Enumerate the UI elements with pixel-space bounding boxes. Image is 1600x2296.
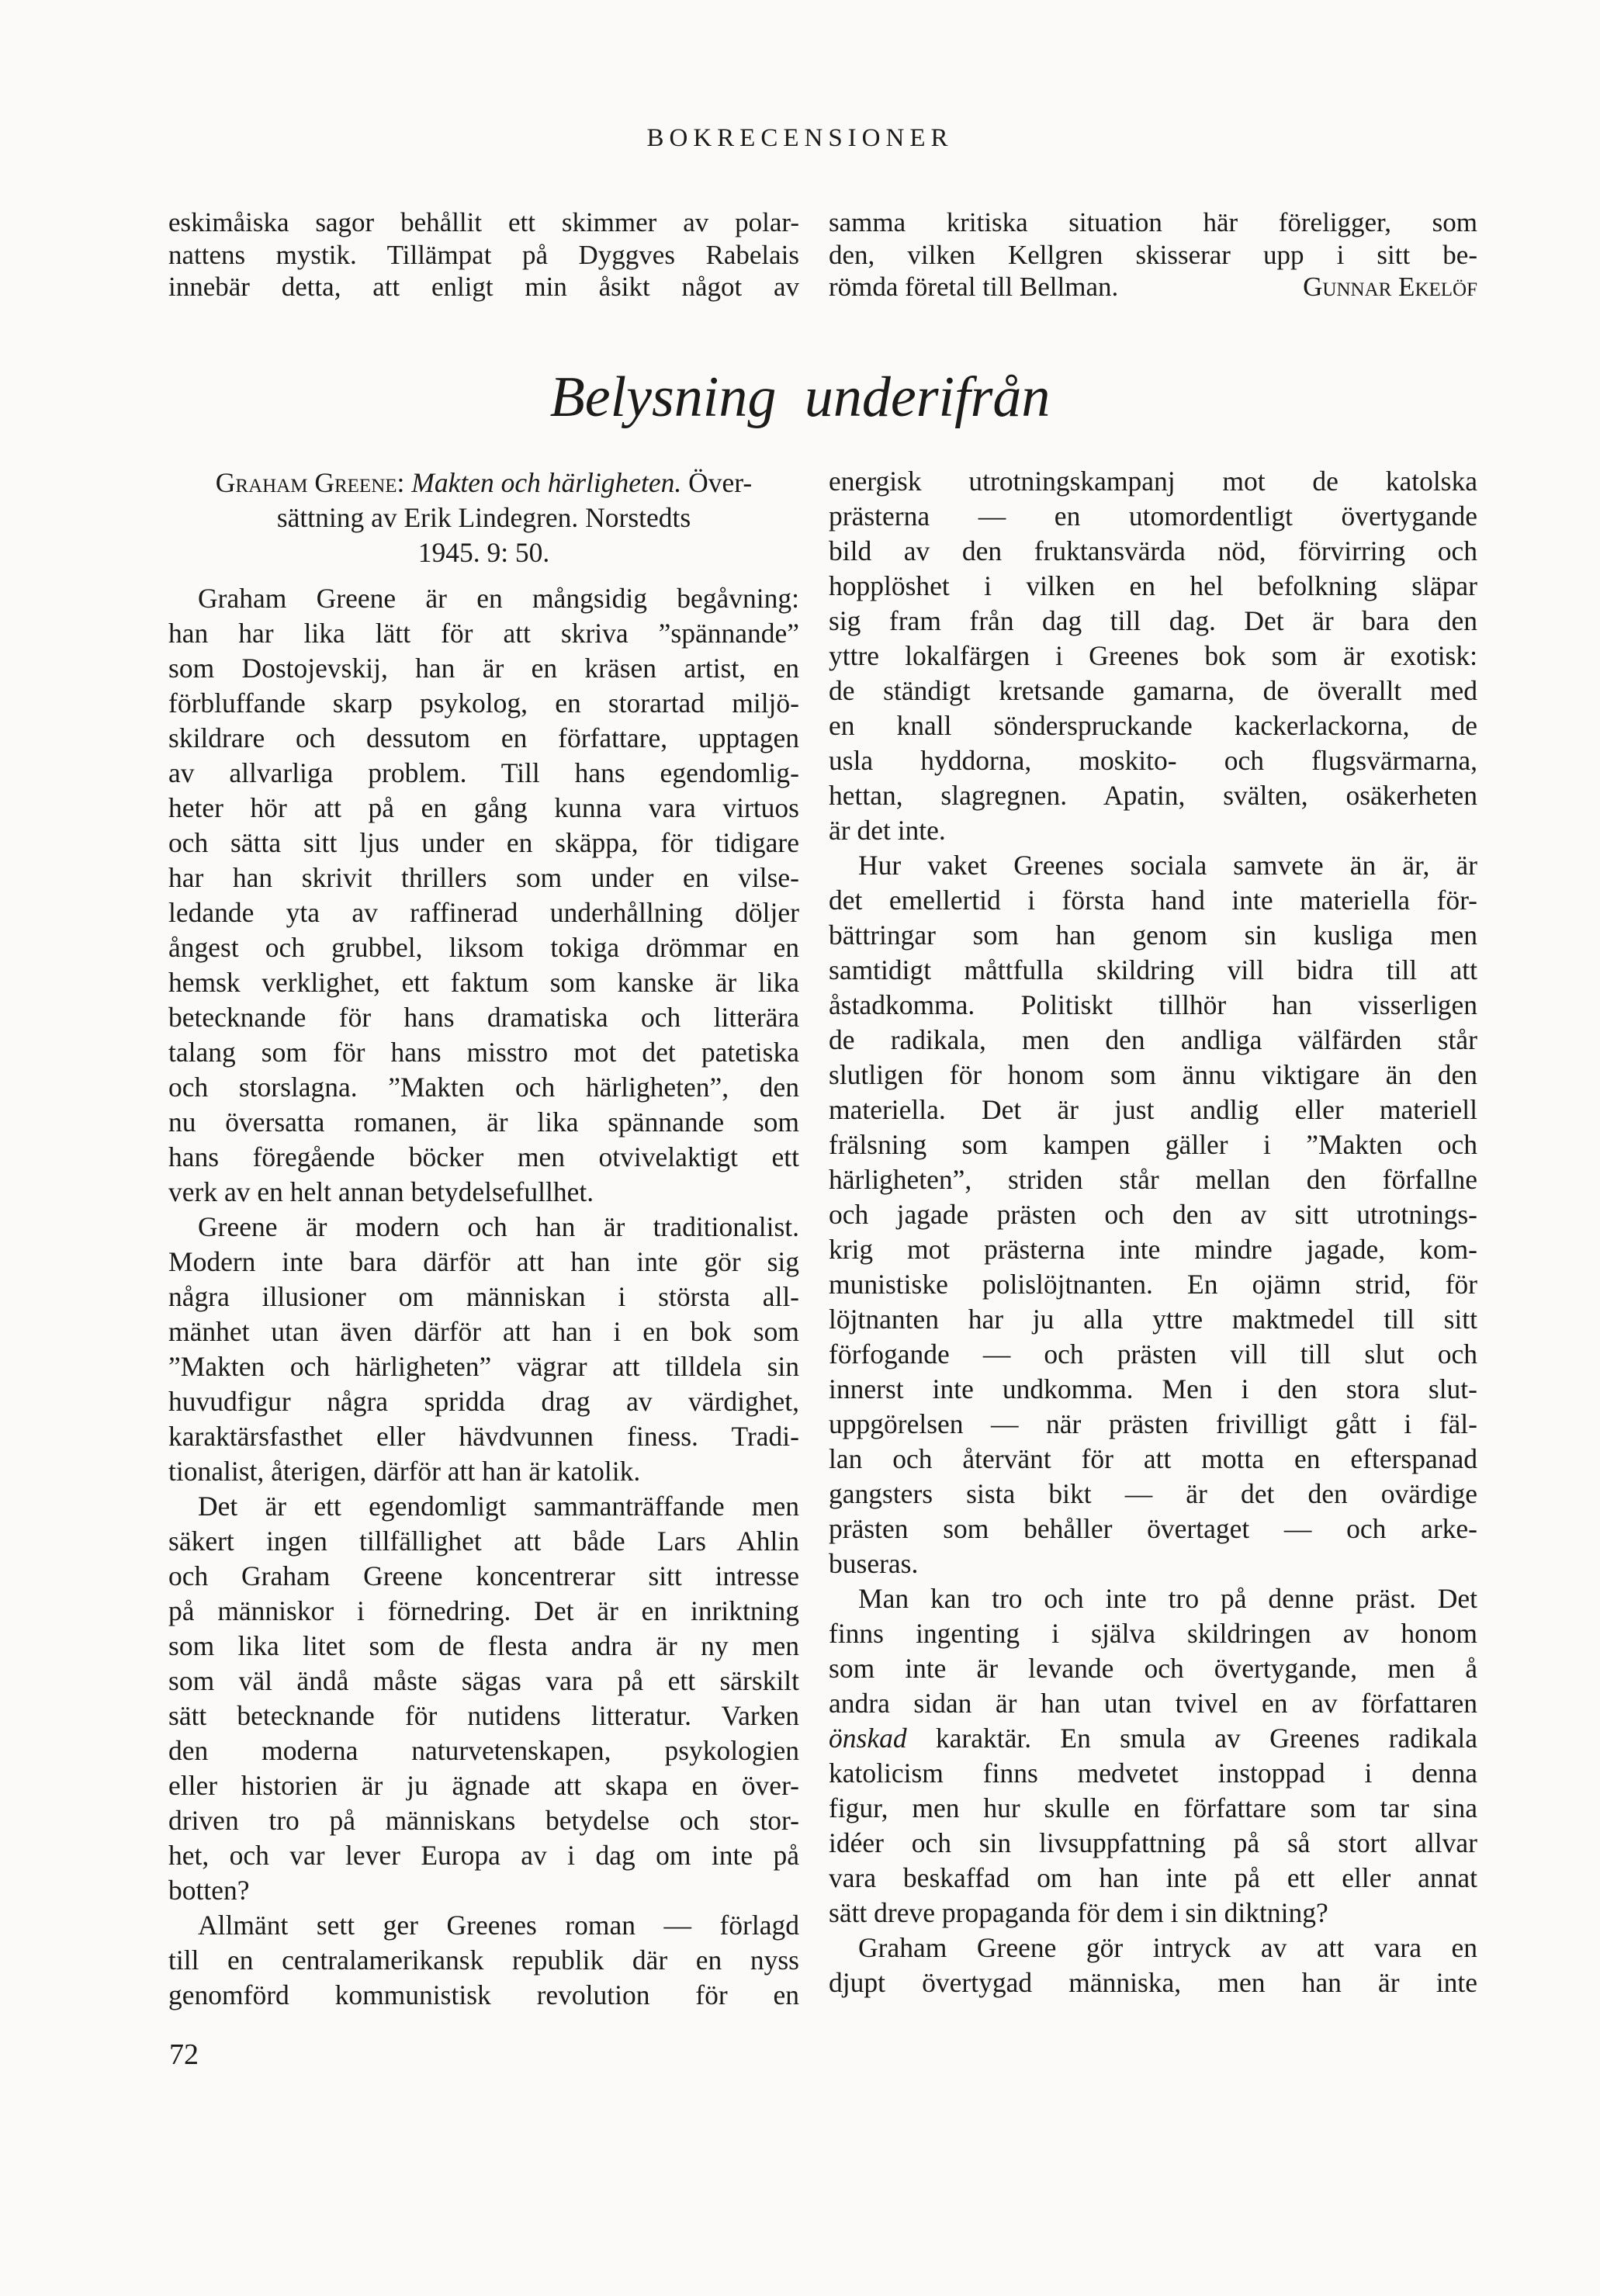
text-line: åstadkomma. Politiskt tillhör han visserligen: [829, 989, 1477, 1020]
text-line: huvudfigur några spridda drag av värdighet,: [168, 1386, 799, 1417]
text-line: botten?: [168, 1875, 250, 1906]
text-line: gangsters sista bikt — är det den ovärdige: [829, 1478, 1477, 1509]
paragraph: [168, 1210, 799, 1489]
text-line: Allmänt sett ger Greenes roman — förlagd: [198, 1910, 799, 1941]
text-line: säkert ingen tillfällighet att både Lars Ahlin: [168, 1525, 799, 1557]
text-line: sätt betecknande för nutidens litteratur. Varken: [168, 1700, 799, 1731]
text-line: en knall sönderspruckande kackerlackorna, de: [829, 710, 1477, 741]
signature: Gunnar Ekelöf: [1303, 272, 1477, 302]
text-line: sättning av Erik Lindegren. Norstedts: [276, 502, 691, 533]
text-line: mänhet utan även därför att han i en bok som: [168, 1316, 799, 1347]
text-line: sätt dreve propaganda för dem i sin diktning?: [829, 1897, 1328, 1928]
running-head: BOKRECENSIONER: [646, 124, 954, 152]
text-line: hans föregående böcker men otvivelaktigt ett: [168, 1141, 799, 1172]
paragraph: [829, 848, 1477, 1581]
text-line: slutligen för honom som ännu viktigare än den: [829, 1059, 1477, 1090]
text-line: ångest och grubbel, liksom tokiga drömmar en: [168, 932, 799, 963]
text-line: buseras.: [829, 1548, 919, 1579]
text-line: till en centralamerikansk republik där en nyss: [168, 1945, 799, 1976]
text-line: idéer och sin livsuppfattning på så stort allvar: [829, 1827, 1477, 1858]
text-line: Modern inte bara därför att han inte gör sig: [168, 1246, 799, 1277]
text-line: Man kan tro och inte tro på denne präst. Det: [858, 1583, 1477, 1614]
text-line: driven tro på människans betydelse och stor-: [168, 1805, 799, 1836]
italic-text: önskad: [829, 1723, 907, 1754]
text-line: som Dostojevskij, han är en kräsen artist, en: [168, 653, 799, 684]
book-author: Graham Greene: [215, 467, 397, 498]
text-line: löjtnanten har ju alla yttre maktmedel till sitt: [829, 1304, 1477, 1335]
text-line: Graham Greene gör intryck av att vara en: [858, 1932, 1477, 1963]
text-fragment: Över-: [681, 467, 753, 498]
text-line: den moderna naturvetenskapen, psykologien: [168, 1735, 799, 1766]
book-reference: [168, 466, 799, 570]
text-fragment: römda företal till Bellman.: [829, 272, 1119, 302]
text-line: finns ingenting i själva skildringen av honom: [829, 1618, 1477, 1649]
text-line: förfogande — och prästen vill till slut och: [829, 1338, 1477, 1370]
text-line: lan och återvänt för att motta en efterspanad: [829, 1443, 1477, 1474]
text-line: hopplöshet i vilken en hel befolkning släpar: [829, 570, 1477, 601]
left-column-body: [168, 581, 799, 2013]
text-line: prästerna — en utomordentligt övertygande: [829, 500, 1477, 532]
book-title: Makten och härligheten.: [411, 467, 682, 498]
text-line: andra sidan är han utan tvivel en av författaren: [829, 1688, 1477, 1719]
text-line: skildrare och dessutom en författare, upptagen: [168, 722, 799, 753]
text-line: de radikala, men den andliga välfärden står: [829, 1024, 1477, 1055]
text-line: hemsk verklighet, ett faktum som kanske är lika: [168, 967, 799, 998]
paragraph: [168, 1908, 799, 2013]
text-line: innebär detta, att enligt min åsikt något av: [168, 272, 799, 302]
text-line: förbluffande skarp psykolog, en storartad miljö-: [168, 687, 799, 719]
text-line: [829, 1721, 1477, 1756]
text-line: vara beskaffad om han inte på ett eller annat: [829, 1862, 1477, 1893]
text-line: den, vilken Kellgren skisserar upp i sitt be-: [829, 239, 1477, 270]
text-line: och sätta sitt ljus under en skäppa, för tidigare: [168, 827, 799, 858]
text-line: het, och var lever Europa av i dag om inte på: [168, 1840, 799, 1871]
text-line: ledande yta av raffinerad underhållning döljer: [168, 897, 799, 928]
text-line: [168, 466, 799, 500]
text-line: figur, men hur skulle en författare som tar sina: [829, 1792, 1477, 1823]
text-line: och jagade prästen och den av sitt utrotnings-: [829, 1199, 1477, 1230]
previous-review-end-left: [168, 206, 799, 303]
page-number: 72: [169, 2038, 199, 2071]
text-line: det emellertid i första hand inte materiella för-: [829, 885, 1477, 916]
text-line: är det inte.: [829, 815, 946, 846]
text-line: Greene är modern och han är traditionalist.: [198, 1211, 799, 1242]
text-line: de ständigt kretsande gamarna, de överallt med: [829, 675, 1477, 706]
text-line: och storslagna. ”Makten och härligheten”, den: [168, 1072, 799, 1103]
paragraph: [168, 1489, 799, 1908]
text-line: krig mot prästerna inte mindre jagade, kom-: [829, 1234, 1477, 1265]
text-line: yttre lokalfärgen i Greenes bok som är exotisk:: [829, 640, 1477, 671]
text-line: några illusioner om människan i största all-: [168, 1281, 799, 1312]
right-column: [829, 464, 1477, 2000]
text-line: bild av den fruktansvärda nöd, förvirring och: [829, 535, 1477, 566]
text-line: karaktärsfasthet eller hävdvunnen finess. Tradi-: [168, 1421, 799, 1452]
paragraph: [829, 1581, 1477, 1931]
text-line: av allvarliga problem. Till hans egendomlig-: [168, 757, 799, 788]
text-line: eller historien är ju ägnade att skapa en över-: [168, 1770, 799, 1801]
previous-review-end-right: [829, 206, 1477, 303]
text-line: eskimåiska sagor behållit ett skimmer av polar-: [168, 207, 799, 237]
text-line: 1945. 9: 50.: [417, 537, 550, 568]
text-line: samma kritiska situation här föreligger, som: [829, 207, 1477, 237]
text-line: nu översatta romanen, är lika spännande som: [168, 1106, 799, 1138]
paragraph: [168, 581, 799, 1210]
text-line: [829, 271, 1477, 303]
text-line: nattens mystik. Tillämpat på Dyggves Rabelais: [168, 239, 799, 270]
text-fragment: karaktär. En smula av Greenes radikala: [906, 1723, 1477, 1754]
text-line: har han skrivit thrillers som under en vilse-: [168, 862, 799, 893]
text-line: energisk utrotningskampanj mot de katolska: [829, 466, 1477, 497]
text-line: bättringar som han genom sin kusliga men: [829, 919, 1477, 951]
text-line: Det är ett egendomligt sammanträffande men: [198, 1491, 799, 1522]
text-line: och Graham Greene koncentrerar sitt intresse: [168, 1560, 799, 1591]
text-line: hettan, slagregnen. Apatin, svälten, osäkerheten: [829, 780, 1477, 811]
text-line: uppgörelsen — när prästen frivilligt gått i fäl-: [829, 1408, 1477, 1439]
text-line: Graham Greene är en mångsidig begåvning:: [198, 583, 799, 614]
text-line: Hur vaket Greenes sociala samvete än är, är: [858, 850, 1477, 881]
text-line: sig fram från dag till dag. Det är bara den: [829, 605, 1477, 636]
text-line: han har lika lätt för att skriva ”spännande”: [168, 618, 799, 649]
text-line: djupt övertygad människa, men han är inte: [829, 1967, 1477, 1998]
paragraph: [829, 1931, 1477, 2000]
text-line: betecknande för hans dramatiska och litterära: [168, 1002, 799, 1033]
text-line: härligheten”, striden står mellan den förfallne: [829, 1164, 1477, 1195]
text-line: talang som för hans misstro mot det patetiska: [168, 1037, 799, 1068]
text-line: innerst inte undkomma. Men i den stora slut-: [829, 1373, 1477, 1404]
text-line: ”Makten och härligheten” vägrar att tilldela sin: [168, 1351, 799, 1382]
text-line: samtidigt måttfulla skildring vill bidra till att: [829, 954, 1477, 985]
text-line: tionalist, återigen, därför att han är katolik.: [168, 1456, 641, 1487]
text-line: heter hör att på en gång kunna vara virtuos: [168, 792, 799, 823]
text-line: frälsning som kampen gäller i ”Makten och: [829, 1129, 1477, 1160]
paragraph: [829, 464, 1477, 848]
text-line: materiella. Det är just andlig eller materiell: [829, 1094, 1477, 1125]
text-line: som inte är levande och övertygande, men å: [829, 1653, 1477, 1684]
text-line: som väl ändå måste sägas vara på ett särskilt: [168, 1665, 799, 1696]
text-line: usla hyddorna, moskito- och flugsvärmarna,: [829, 745, 1477, 776]
text-line: verk av en helt annan betydelsefullhet.: [168, 1176, 594, 1207]
separator: :: [397, 467, 412, 498]
text-line: på människor i förnedring. Det är en inriktning: [168, 1595, 799, 1626]
text-line: prästen som behåller övertaget — och arke-: [829, 1513, 1477, 1544]
text-line: katolicism finns medvetet instoppad i denna: [829, 1757, 1477, 1789]
right-column-body: [829, 464, 1477, 2000]
text-line: munistiske polislöjtnanten. En ojämn strid, för: [829, 1269, 1477, 1300]
article-title: Belysning underifrån: [549, 365, 1051, 429]
text-line: som lika litet som de flesta andra är ny men: [168, 1630, 799, 1661]
left-column: [168, 466, 799, 2013]
text-line: genomförd kommunistisk revolution för en: [168, 1979, 799, 2010]
